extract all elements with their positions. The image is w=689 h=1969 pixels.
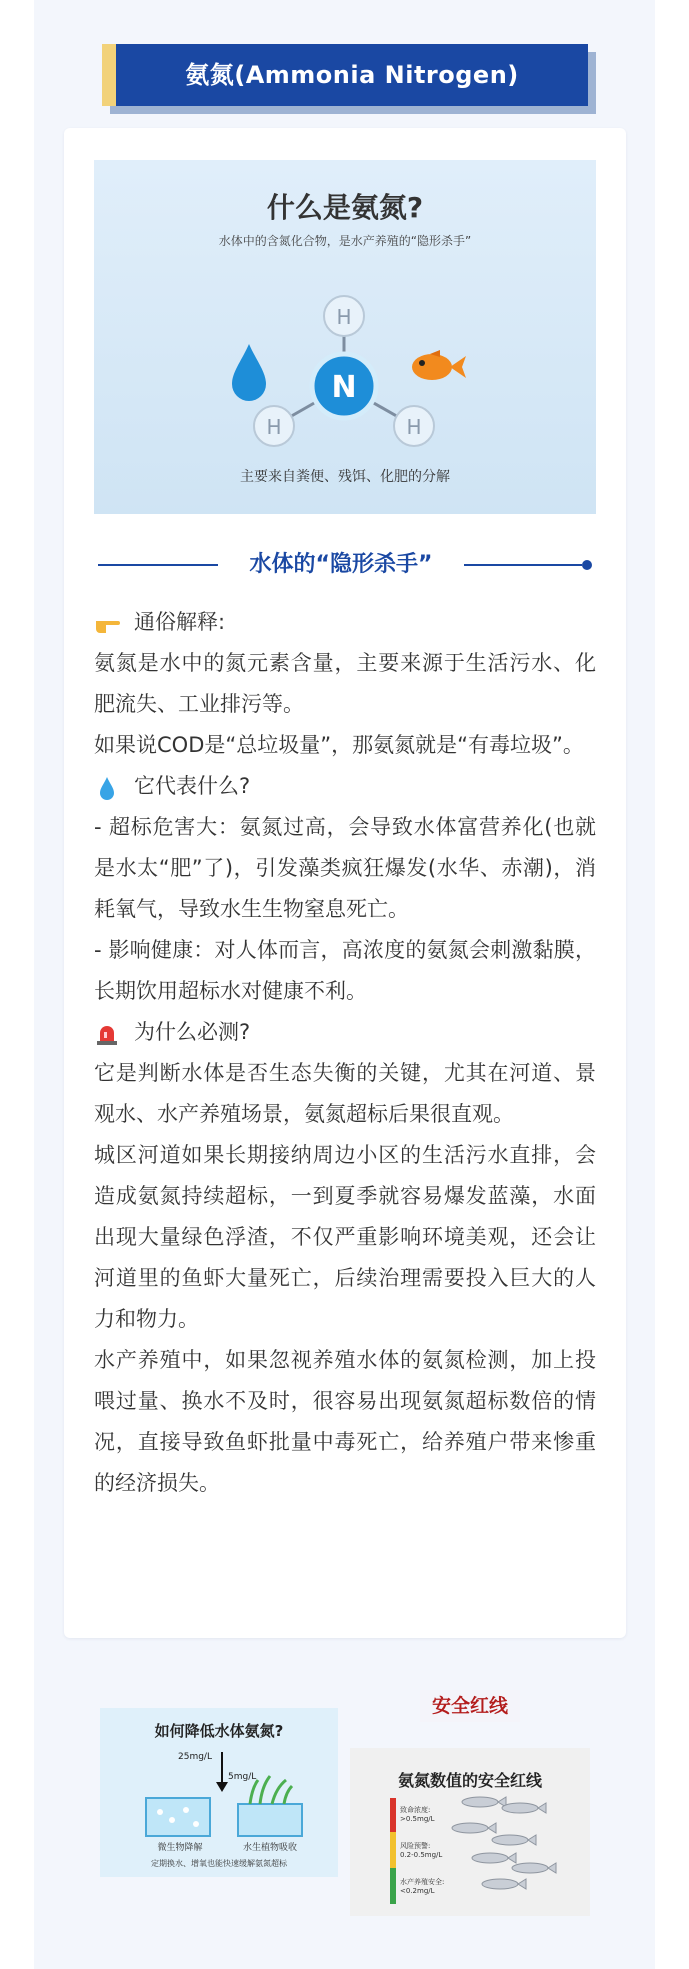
hero-note: 主要来自粪便、残饵、化肥的分解 bbox=[240, 469, 450, 485]
fish-icon bbox=[412, 350, 466, 380]
hydrogen-label-right: H bbox=[406, 415, 422, 439]
subheading-meaning-label: 它代表什么? bbox=[134, 774, 251, 798]
figure1-footer: 定期换水、增氧也能快速缓解氨氮超标 bbox=[151, 1859, 287, 1868]
subheading-why-test-label: 为什么必测? bbox=[134, 1020, 251, 1044]
nitrogen-label: N bbox=[331, 370, 357, 405]
water-drop-icon bbox=[232, 344, 266, 401]
siren-icon bbox=[94, 1020, 120, 1046]
molecule-diagram bbox=[94, 160, 596, 514]
paragraph-health: - 影响健康：对人体而言，高浓度的氨氮会刺激黏膜，长期饮用超标水对健康不利。 bbox=[94, 938, 596, 1003]
hero-subtitle: 水体中的含氮化合物，是水产养殖的“隐形杀手” bbox=[218, 234, 472, 248]
header-accent-bar bbox=[102, 44, 116, 106]
reduce-ammonia-figure bbox=[100, 1708, 338, 1877]
level-safe-text: 水产养殖安全: <0.2mg/L bbox=[400, 1878, 445, 1895]
fish-school-drawing bbox=[350, 1748, 590, 1916]
paragraph-aquaculture-example: 水产养殖中，如果忽视养殖水体的氨氮检测，加上投喂过量、换水不及时，很容易出现氨氮超标数倍的情况，直接导致鱼虾批量中毒死亡，给养殖户带来惨重的经济损失。 bbox=[94, 1348, 596, 1495]
hydrogen-label-left: H bbox=[266, 415, 282, 439]
hero-illustration bbox=[94, 160, 596, 514]
subheading-why-test bbox=[94, 1012, 596, 1053]
paragraph-cod-comparison: 如果说COD是“总垃圾量”，那氨氮就是“有毒垃圾”。 bbox=[94, 733, 584, 757]
paragraph-hazard: - 超标危害大：氨氮过高，会导致水体富营养化(也就是水太“肥”了)，引发藻类疯狂爆发(水华、赤潮)，消耗氧气，导致水生生物窒息死亡。 bbox=[94, 815, 596, 921]
figure1-label-right: 水生植物吸收 bbox=[242, 1843, 297, 1853]
paragraph-river-example: 城区河道如果长期接纳周边小区的生活污水直排，会造成氨氮持续超标，一到夏季就容易爆发蓝藻，水面出现大量绿色浮渣，不仅严重影响环境美观，还会让河道里的鱼虾大量死亡，后续治理需要投入巨大的人力和物力。 bbox=[94, 1143, 596, 1331]
level-danger-text: 致命浓度: >0.5mg/L bbox=[400, 1806, 435, 1823]
hero-title: 什么是氨氮? bbox=[266, 191, 424, 224]
pointing-hand-icon bbox=[94, 610, 120, 636]
hydrogen-label-top: H bbox=[336, 305, 352, 329]
section-dot bbox=[582, 560, 592, 570]
section-line-left bbox=[98, 564, 218, 566]
figure1-title: 如何降低水体氨氮? bbox=[154, 1722, 284, 1740]
page-title: 氨氮(Ammonia Nitrogen) bbox=[185, 61, 519, 89]
section-title: 水体的“隐形杀手” bbox=[249, 552, 433, 577]
subheading-explain bbox=[94, 602, 596, 643]
figure2-title: 氨氮数值的安全红线 bbox=[397, 1771, 542, 1790]
article-body bbox=[94, 602, 596, 1504]
page-header bbox=[102, 44, 588, 106]
subheading-explain-label: 通俗解释: bbox=[134, 610, 226, 634]
paragraph-key-indicator: 它是判断水体是否生态失衡的关键，尤其在河道、景观水、水产养殖场景，氨氮超标后果很直观。 bbox=[94, 1061, 596, 1126]
subheading-meaning bbox=[94, 766, 596, 807]
section-line-right bbox=[464, 564, 582, 566]
paragraph-definition: 氨氮是水中的氮元素含量，主要来源于生活污水、化肥流失、工业排污等。 bbox=[94, 651, 596, 716]
droplet-icon bbox=[94, 774, 120, 800]
safety-redline-figure bbox=[350, 1748, 590, 1916]
figure1-low-value: 5mg/L bbox=[228, 1772, 257, 1782]
level-warning-text: 风险预警: 0.2-0.5mg/L bbox=[400, 1842, 443, 1859]
figure1-label-left: 微生物降解 bbox=[157, 1843, 203, 1853]
section-heading bbox=[94, 548, 596, 582]
figure1-high-value: 25mg/L bbox=[178, 1752, 212, 1762]
figure2-caption: 安全红线 bbox=[420, 1690, 520, 1722]
